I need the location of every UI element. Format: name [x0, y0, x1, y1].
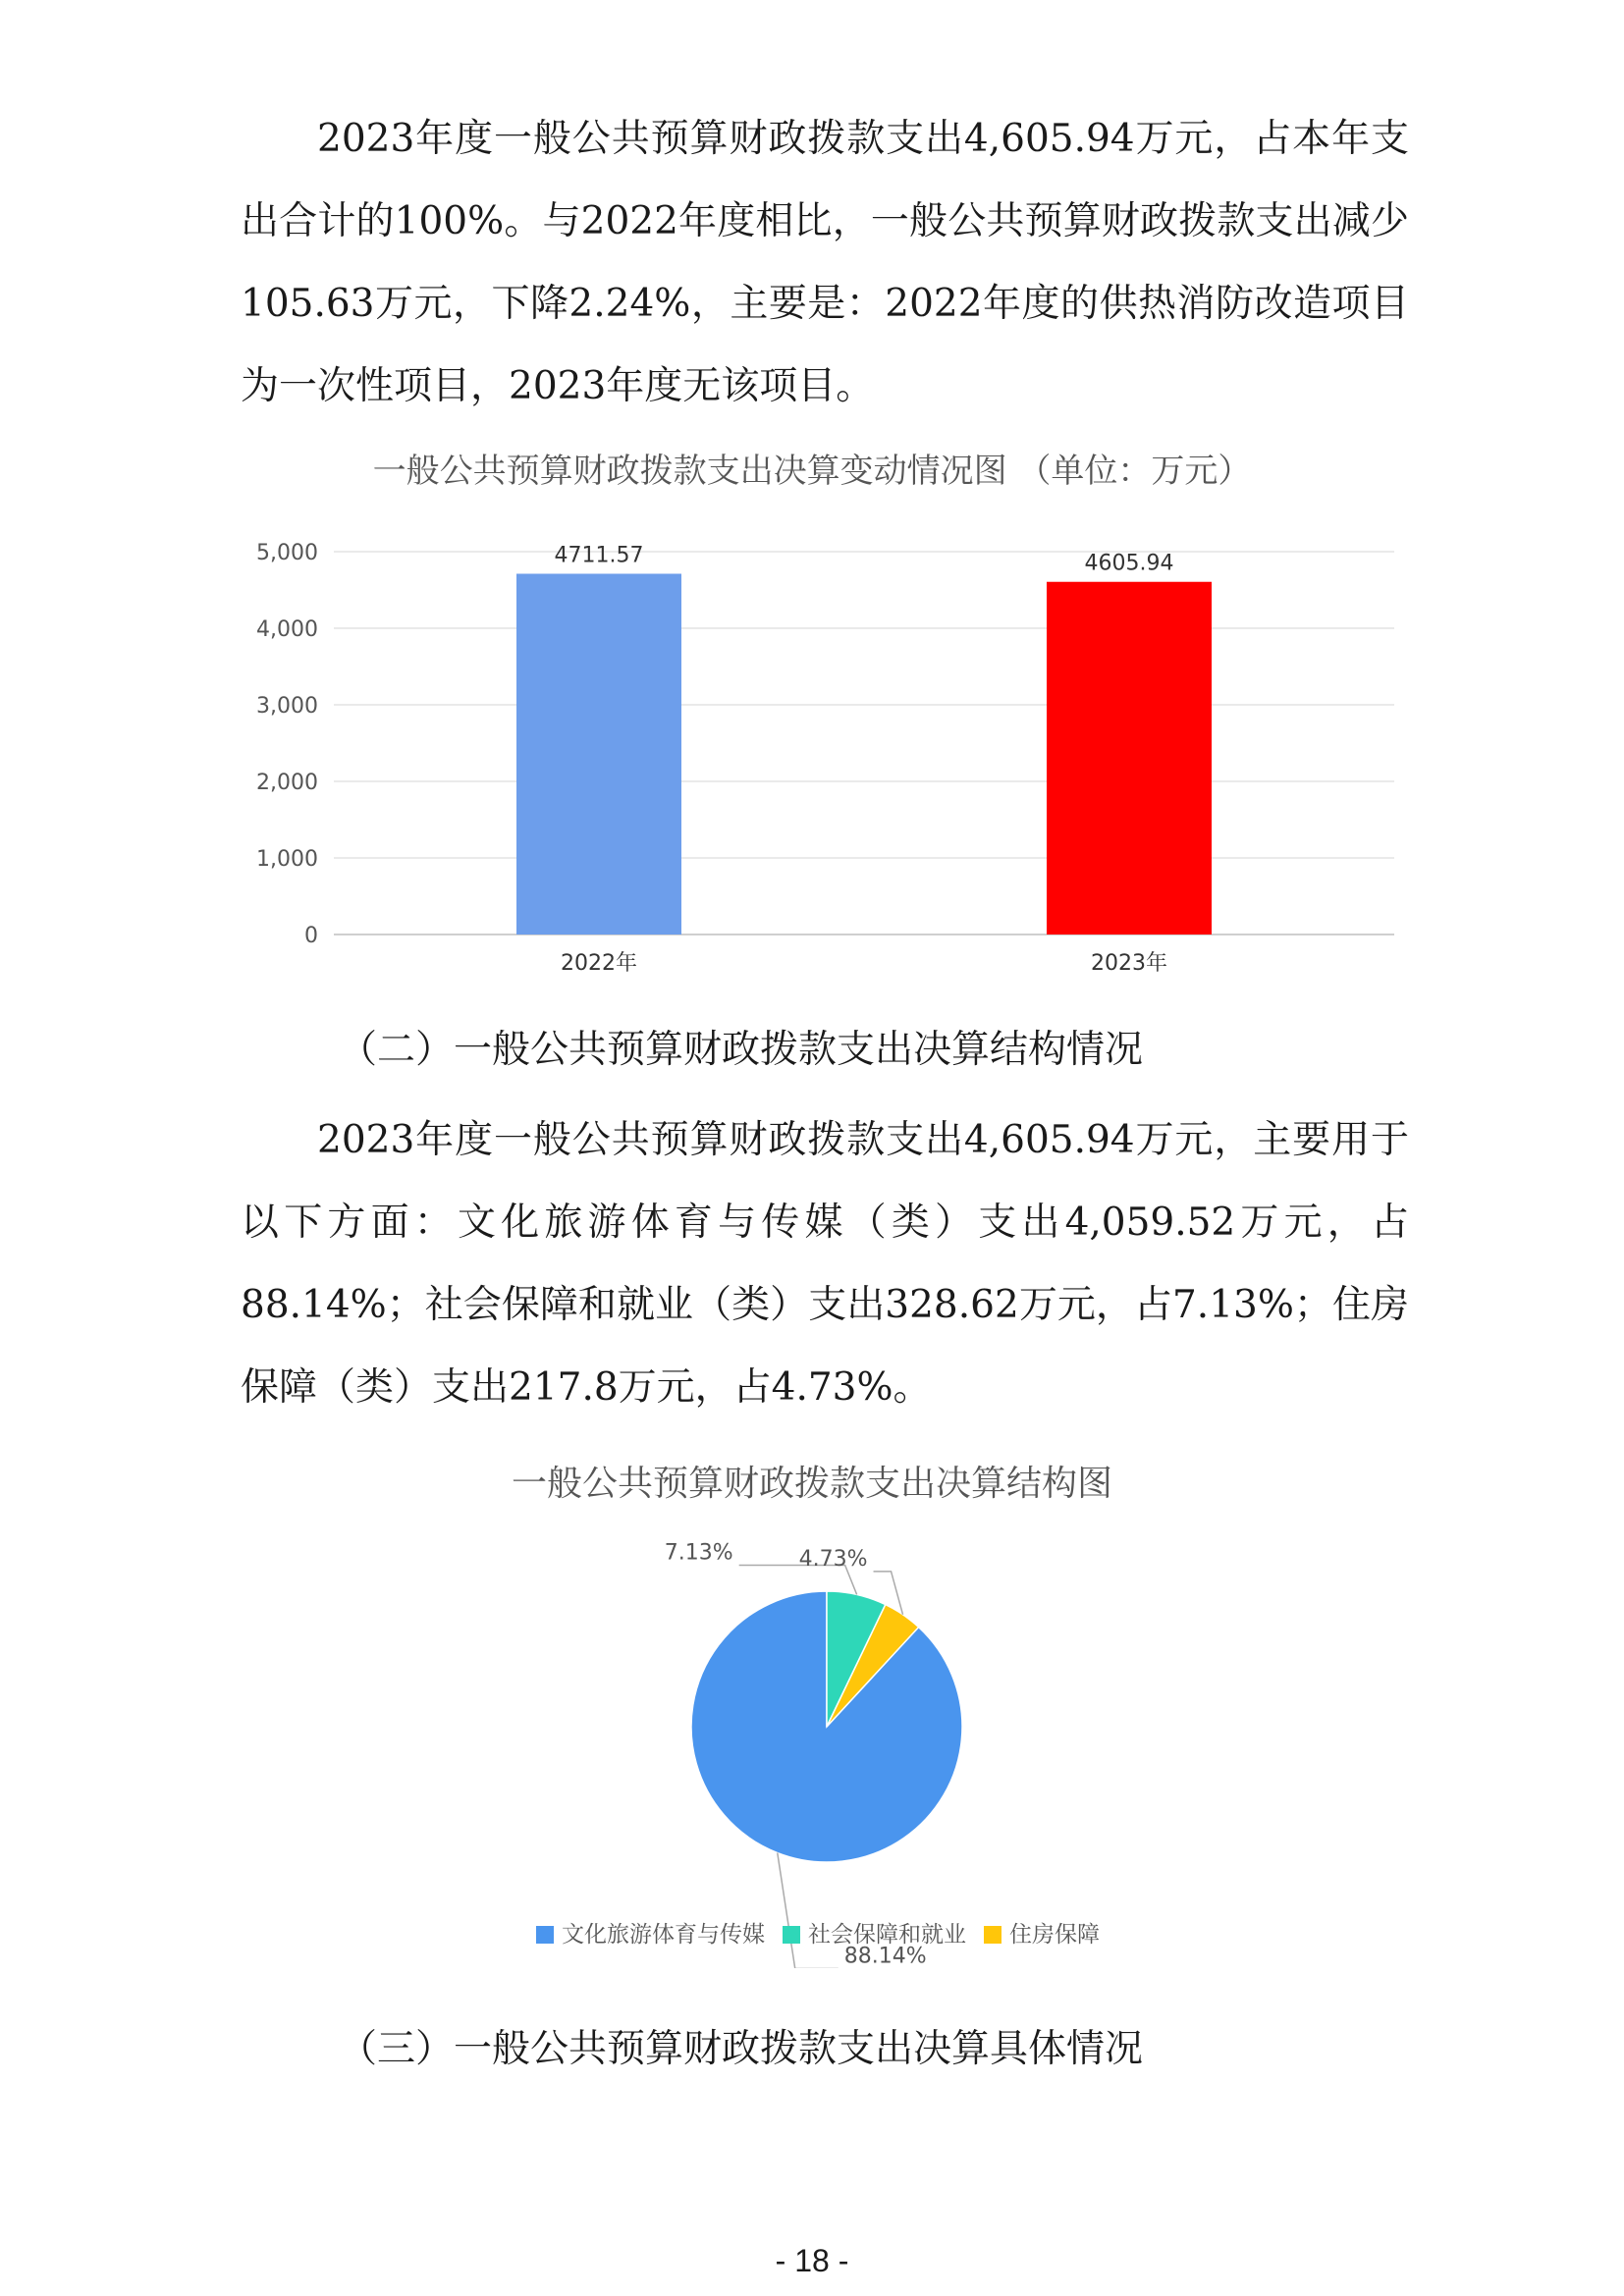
- x-tick-label: 2022年: [561, 951, 637, 976]
- y-tick-label: 4,000: [256, 617, 318, 642]
- legend-swatch: [783, 1926, 800, 1944]
- legend-label: 社会保障和就业: [808, 1922, 966, 1948]
- slice-value-label: 7.13%: [664, 1540, 733, 1566]
- bar-chart-title: 一般公共预算财政拨款支出决算变动情况图 （单位：万元）: [372, 452, 1252, 491]
- pie-chart-title: 一般公共预算财政拨款支出决算结构图: [511, 1464, 1112, 1504]
- bar-value-label: 4605.94: [1084, 551, 1174, 576]
- bar-value-label: 4711.57: [554, 543, 644, 568]
- leader-line: [778, 1853, 839, 1968]
- paragraph-expenditure-change-text: 2023年度一般公共预算财政拨款支出4,605.94万元，占本年支出合计的100%。与2022年度相比，一般公共预算财政拨款支出减少105.63万元，下降2.24%，主要是：2022年度的供热消防改造项目为一次性项目，2023年度无该项目。: [241, 117, 1409, 408]
- paragraph-expenditure-change: [241, 98, 1409, 428]
- legend-label: 文化旅游体育与传媒: [562, 1922, 765, 1948]
- bar-chart: [0, 510, 1624, 1060]
- paragraph-expenditure-structure: [241, 1099, 1409, 1429]
- legend-label: 住房保障: [1009, 1922, 1100, 1948]
- y-tick-label: 2,000: [256, 771, 318, 795]
- y-tick-label: 1,000: [256, 847, 318, 872]
- pie-chart: [0, 1517, 1624, 1968]
- x-tick-label: 2023年: [1091, 951, 1167, 976]
- bar: [1047, 582, 1212, 934]
- legend-swatch: [536, 1926, 554, 1944]
- section-heading-details: （三）一般公共预算财政拨款支出决算具体情况: [339, 2027, 1144, 2071]
- y-tick-label: 0: [304, 924, 318, 948]
- page-number: - 18 -: [775, 2243, 849, 2278]
- y-tick-label: 3,000: [256, 694, 318, 719]
- y-tick-label: 5,000: [256, 541, 318, 565]
- section-heading-structure: （二）一般公共预算财政拨款支出决算结构情况: [339, 1028, 1144, 1072]
- paragraph-expenditure-structure-text: 2023年度一般公共预算财政拨款支出4,605.94万元，主要用于以下方面：文化旅游体育与传媒（类）支出4,059.52万元，占88.14%；社会保障和就业（类）支出328.62万元，占7.13%；住房保障（类）支出217.8万元，占4.73%。: [241, 1118, 1409, 1410]
- bar: [516, 573, 681, 934]
- legend-swatch: [984, 1926, 1001, 1944]
- slice-value-label: 4.73%: [798, 1546, 868, 1572]
- slice-value-label: 88.14%: [843, 1944, 927, 1968]
